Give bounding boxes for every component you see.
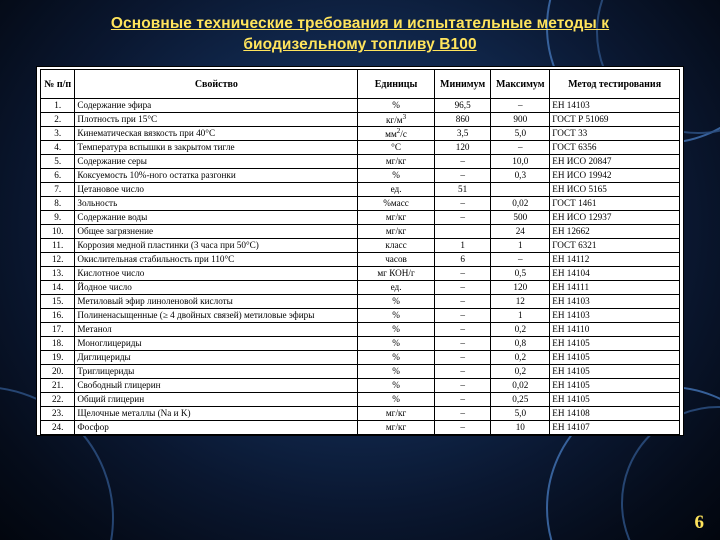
table-row xyxy=(41,99,680,113)
cell-max: 0,02 xyxy=(491,379,550,393)
column-header-method: Метод тестирования xyxy=(550,70,680,99)
cell-property: Плотность при 15°С xyxy=(75,113,358,127)
cell-units: % xyxy=(358,351,435,365)
cell-max: 0,25 xyxy=(491,393,550,407)
cell-min: – xyxy=(434,267,491,281)
cell-method: ЕН 14105 xyxy=(550,365,680,379)
cell-units: % xyxy=(358,309,435,323)
table-row xyxy=(41,365,680,379)
cell-method: ЕН 14111 xyxy=(550,281,680,295)
cell-max: 10 xyxy=(491,421,550,435)
cell-units: мг/кг xyxy=(358,421,435,435)
cell-number: 8. xyxy=(41,197,75,211)
cell-min: – xyxy=(434,211,491,225)
cell-units: часов xyxy=(358,253,435,267)
table-row xyxy=(41,155,680,169)
cell-min: – xyxy=(434,351,491,365)
cell-min: – xyxy=(434,295,491,309)
cell-method: ГОСТ Р 51069 xyxy=(550,113,680,127)
cell-units: % xyxy=(358,393,435,407)
cell-number: 20. xyxy=(41,365,75,379)
cell-number: 22. xyxy=(41,393,75,407)
cell-units: % xyxy=(358,365,435,379)
cell-min: – xyxy=(434,421,491,435)
cell-property: Фосфор xyxy=(75,421,358,435)
cell-max: 1 xyxy=(491,309,550,323)
table-row xyxy=(41,407,680,421)
cell-number: 5. xyxy=(41,155,75,169)
cell-method: ЕН 14105 xyxy=(550,393,680,407)
cell-number: 23. xyxy=(41,407,75,421)
cell-units: % xyxy=(358,169,435,183)
cell-max: – xyxy=(491,141,550,155)
table-row xyxy=(41,127,680,141)
cell-method: ЕН ИСО 20847 xyxy=(550,155,680,169)
cell-max: 120 xyxy=(491,281,550,295)
cell-max: 0,2 xyxy=(491,365,550,379)
cell-max: – xyxy=(491,99,550,113)
table-row xyxy=(41,197,680,211)
cell-property: Щелочные металлы (Na и K) xyxy=(75,407,358,421)
table-row xyxy=(41,141,680,155)
cell-method: ГОСТ 6356 xyxy=(550,141,680,155)
cell-method: ЕН 14107 xyxy=(550,421,680,435)
cell-units: $кг/м^3$ xyxy=(358,113,435,127)
cell-number: 18. xyxy=(41,337,75,351)
cell-units: класс xyxy=(358,239,435,253)
cell-max: 0,2 xyxy=(491,323,550,337)
cell-number: 13. xyxy=(41,267,75,281)
cell-max: 24 xyxy=(491,225,550,239)
cell-property: Свободный глицерин xyxy=(75,379,358,393)
cell-min: – xyxy=(434,155,491,169)
cell-max: 900 xyxy=(491,113,550,127)
cell-method: ЕН 12662 xyxy=(550,225,680,239)
table-row xyxy=(41,169,680,183)
cell-max: 0,2 xyxy=(491,351,550,365)
cell-number: 2. xyxy=(41,113,75,127)
spec-table xyxy=(40,69,680,435)
cell-units: % xyxy=(358,379,435,393)
table-row xyxy=(41,309,680,323)
cell-min: – xyxy=(434,169,491,183)
cell-number: 12. xyxy=(41,253,75,267)
cell-property: Моноглицериды xyxy=(75,337,358,351)
spec-table-body xyxy=(41,99,680,435)
table-row xyxy=(41,113,680,127)
cell-property: Диглицериды xyxy=(75,351,358,365)
cell-property: Кислотное число xyxy=(75,267,358,281)
cell-units: % xyxy=(358,99,435,113)
cell-property: Общее загрязнение xyxy=(75,225,358,239)
cell-max: 5,0 xyxy=(491,127,550,141)
cell-units: мг/кг xyxy=(358,225,435,239)
cell-number: 21. xyxy=(41,379,75,393)
table-row xyxy=(41,267,680,281)
cell-property: Окислительная стабильность при 110°С xyxy=(75,253,358,267)
column-header-number: № п/п xyxy=(41,70,75,99)
cell-method: ЕН 14103 xyxy=(550,99,680,113)
cell-min: – xyxy=(434,281,491,295)
cell-min: – xyxy=(434,337,491,351)
page-number: 6 xyxy=(694,512,704,533)
cell-property: Содержание серы xyxy=(75,155,358,169)
cell-max: 500 xyxy=(491,211,550,225)
table-row xyxy=(41,225,680,239)
cell-min: – xyxy=(434,309,491,323)
page-title: Основные технические требования и испытательные методы к биодизельному топливу B100 xyxy=(110,15,610,53)
cell-property: Триглицериды xyxy=(75,365,358,379)
cell-method: ЕН 14103 xyxy=(550,295,680,309)
cell-min: – xyxy=(434,393,491,407)
cell-max: 0,5 xyxy=(491,267,550,281)
cell-number: 7. xyxy=(41,183,75,197)
cell-max: 0,3 xyxy=(491,169,550,183)
cell-number: 10. xyxy=(41,225,75,239)
cell-method: ЕН 14112 xyxy=(550,253,680,267)
cell-number: 16. xyxy=(41,309,75,323)
cell-number: 1. xyxy=(41,99,75,113)
cell-property: Содержание воды xyxy=(75,211,358,225)
cell-min: 120 xyxy=(434,141,491,155)
cell-units: % xyxy=(358,323,435,337)
cell-number: 19. xyxy=(41,351,75,365)
cell-min: – xyxy=(434,323,491,337)
cell-method: ЕН 14108 xyxy=(550,407,680,421)
cell-property: Метанол xyxy=(75,323,358,337)
table-row xyxy=(41,393,680,407)
cell-number: 4. xyxy=(41,141,75,155)
cell-method: ГОСТ 33 xyxy=(550,127,680,141)
cell-units: %масс xyxy=(358,197,435,211)
cell-method: ЕН 14103 xyxy=(550,309,680,323)
cell-property: Зольность xyxy=(75,197,358,211)
cell-units: °С xyxy=(358,141,435,155)
table-row xyxy=(41,351,680,365)
table-row xyxy=(41,183,680,197)
cell-min: 860 xyxy=(434,113,491,127)
cell-property: Содержание эфира xyxy=(75,99,358,113)
table-row xyxy=(41,295,680,309)
cell-units: мг/кг xyxy=(358,155,435,169)
cell-units: мг/кг xyxy=(358,407,435,421)
cell-min: – xyxy=(434,379,491,393)
cell-method: ЕН 14105 xyxy=(550,351,680,365)
cell-units: мг КОН/г xyxy=(358,267,435,281)
cell-max: – xyxy=(491,253,550,267)
table-row xyxy=(41,379,680,393)
cell-min: 3,5 xyxy=(434,127,491,141)
cell-property: Коксуемость 10%-ного остатка разгонки xyxy=(75,169,358,183)
cell-method: ЕН ИСО 5165 xyxy=(550,183,680,197)
cell-method: ЕН 14110 xyxy=(550,323,680,337)
cell-number: 15. xyxy=(41,295,75,309)
table-row xyxy=(41,239,680,253)
column-header-min: Минимум xyxy=(434,70,491,99)
cell-method: ЕН 14104 xyxy=(550,267,680,281)
cell-max: 0,8 xyxy=(491,337,550,351)
cell-max: 0,02 xyxy=(491,197,550,211)
cell-method: ЕН 14105 xyxy=(550,337,680,351)
cell-min: 6 xyxy=(434,253,491,267)
cell-min: 51 xyxy=(434,183,491,197)
cell-min: 1 xyxy=(434,239,491,253)
cell-number: 14. xyxy=(41,281,75,295)
cell-max: 5,0 xyxy=(491,407,550,421)
cell-method: ЕН ИСО 19942 xyxy=(550,169,680,183)
cell-method: ЕН ИСО 12937 xyxy=(550,211,680,225)
cell-property: Общий глицерин xyxy=(75,393,358,407)
cell-min: 96,5 xyxy=(434,99,491,113)
cell-units: ед. xyxy=(358,183,435,197)
column-header-max: Максимум xyxy=(491,70,550,99)
cell-method: ГОСТ 6321 xyxy=(550,239,680,253)
spec-table-container xyxy=(36,66,684,436)
table-row xyxy=(41,253,680,267)
table-row xyxy=(41,421,680,435)
cell-method: ЕН 14105 xyxy=(550,379,680,393)
cell-property: Йодное число xyxy=(75,281,358,295)
cell-number: 6. xyxy=(41,169,75,183)
cell-units: мг/кг xyxy=(358,211,435,225)
cell-property: Метиловый эфир линоленовой кислоты xyxy=(75,295,358,309)
column-header-units: Единицы xyxy=(358,70,435,99)
cell-units: % xyxy=(358,337,435,351)
cell-property: Цетановое число xyxy=(75,183,358,197)
cell-units: $мм^2/с$ xyxy=(358,127,435,141)
cell-number: 3. xyxy=(41,127,75,141)
cell-number: 24. xyxy=(41,421,75,435)
cell-number: 17. xyxy=(41,323,75,337)
table-row xyxy=(41,281,680,295)
column-header-property: Свойство xyxy=(75,70,358,99)
cell-min: – xyxy=(434,365,491,379)
table-row xyxy=(41,323,680,337)
table-row xyxy=(41,337,680,351)
table-header-row xyxy=(41,70,680,99)
cell-property: Коррозия медной пластинки (3 часа при 50°С) xyxy=(75,239,358,253)
table-row xyxy=(41,211,680,225)
cell-property: Кинематическая вязкость при 40°С xyxy=(75,127,358,141)
cell-min: – xyxy=(434,407,491,421)
cell-method: ГОСТ 1461 xyxy=(550,197,680,211)
cell-max: 10,0 xyxy=(491,155,550,169)
cell-number: 11. xyxy=(41,239,75,253)
cell-units: ед. xyxy=(358,281,435,295)
cell-property: Температура вспышки в закрытом тигле xyxy=(75,141,358,155)
cell-min: – xyxy=(434,197,491,211)
cell-units: % xyxy=(358,295,435,309)
cell-max xyxy=(491,183,550,197)
cell-property: Полиненасыщенные (≥ 4 двойных связей) метиловые эфиры xyxy=(75,309,358,323)
cell-max: 12 xyxy=(491,295,550,309)
cell-min xyxy=(434,225,491,239)
cell-number: 9. xyxy=(41,211,75,225)
cell-max: 1 xyxy=(491,239,550,253)
